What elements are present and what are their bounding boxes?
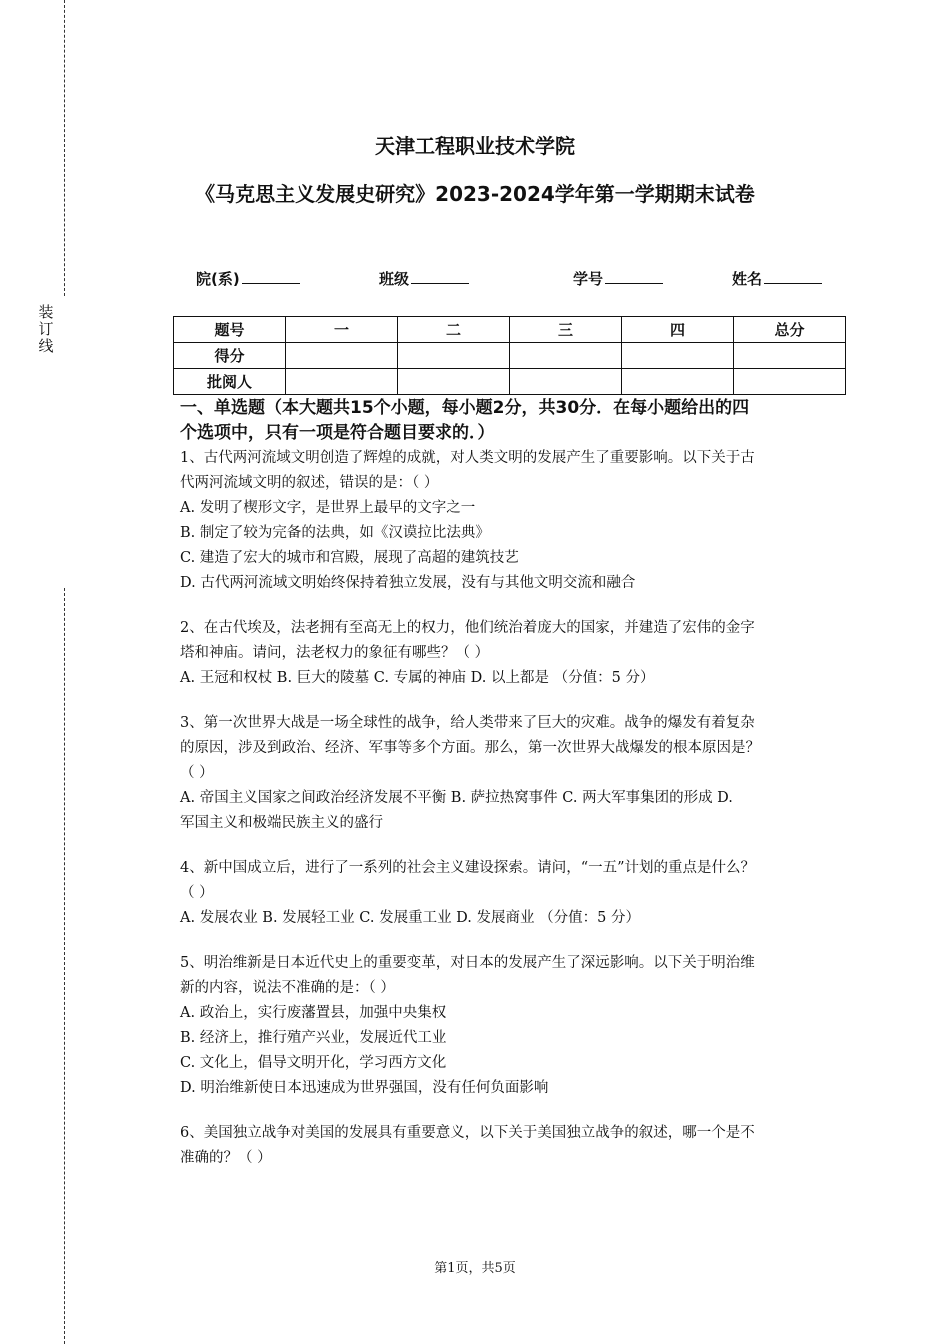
student-no-blank[interactable] [605, 268, 663, 284]
score-header-cell: 一 [286, 317, 398, 343]
dept-label: 院(系) [196, 270, 240, 288]
score-cell [398, 369, 510, 395]
option-a: A. 政治上，实行废藩置县，加强中央集权 [180, 1005, 447, 1021]
binding-char: 线 [38, 337, 54, 355]
score-cell [622, 343, 734, 369]
binding-label [36, 304, 56, 355]
exam-title: 《马克思主义发展史研究》2023-2024学年第一学期期末试卷 [195, 182, 755, 206]
score-header-cell: 总分 [734, 317, 846, 343]
questions-content [180, 446, 845, 1171]
score-cell [510, 343, 622, 369]
score-table-row [174, 369, 846, 395]
section-title-line: 个选项中，只有一项是符合题目要求的．） [180, 423, 495, 443]
option-a: A. 发明了楔形文字，是世界上最早的文字之一 [180, 500, 476, 516]
section-title-line: 一、单选题（本大题共15个小题，每小题2分，共30分．在每小题给出的四 [180, 398, 750, 418]
option-c: C. 文化上，倡导文明开化，学习西方文化 [180, 1055, 447, 1071]
option-d: D. 古代两河流域文明始终保持着独立发展，没有与其他文明交流和融合 [180, 575, 636, 591]
score-cell [286, 343, 398, 369]
score-cell [734, 343, 846, 369]
question-text: 2、在古代埃及，法老拥有至高无上的权力，他们统治着庞大的国家，并建造了宏伟的金字 [180, 620, 755, 636]
options-line: A. 王冠和权杖 B. 巨大的陵墓 C. 专属的神庙 D. 以上都是 （分值：5 分） [180, 670, 655, 686]
name-blank[interactable] [764, 268, 822, 284]
options-line: A. 帝国主义国家之间政治经济发展不平衡 B. 萨拉热窝事件 C. 两大军事集团的形成 D. [180, 790, 733, 806]
class-label: 班级 [379, 270, 410, 288]
score-cell [398, 343, 510, 369]
score-header-cell: 四 [622, 317, 734, 343]
score-cell [622, 369, 734, 395]
score-table [173, 316, 846, 395]
question-4 [180, 856, 845, 931]
options-line: 军国主义和极端民族主义的盛行 [180, 815, 383, 831]
question-text: 准确的？（ ） [180, 1150, 272, 1166]
section-header [180, 396, 840, 446]
name-label: 姓名 [732, 270, 763, 288]
class-blank[interactable] [411, 268, 469, 284]
dept-field [196, 268, 300, 289]
school-title: 天津工程职业技术学院 [375, 134, 575, 158]
score-header-cell: 二 [398, 317, 510, 343]
option-b: B. 经济上，推行殖产兴业，发展近代工业 [180, 1030, 447, 1046]
question-text: （ ） [180, 885, 214, 901]
question-text: 的原因，涉及到政治、经济、军事等多个方面。那么，第一次世界大战爆发的根本原因是？ [180, 740, 760, 756]
question-text: 新的内容，说法不准确的是：（ ） [180, 980, 395, 996]
question-text: 5、明治维新是日本近代史上的重要变革，对日本的发展产生了深远影响。以下关于明治维 [180, 955, 755, 971]
score-header-cell: 三 [510, 317, 622, 343]
question-2 [180, 616, 845, 691]
question-1 [180, 446, 845, 596]
dept-blank[interactable] [242, 268, 300, 284]
question-5 [180, 951, 845, 1101]
question-6 [180, 1121, 845, 1171]
score-header-cell: 题号 [174, 317, 286, 343]
question-text: （ ） [180, 765, 214, 781]
question-text: 3、第一次世界大战是一场全球性的战争，给人类带来了巨大的灾难。战争的爆发有着复杂 [180, 715, 755, 731]
score-row-label: 批阅人 [174, 369, 286, 395]
question-text: 1、古代两河流域文明创造了辉煌的成就，对人类文明的发展产生了重要影响。以下关于古 [180, 450, 755, 466]
option-c: C. 建造了宏大的城市和宫殿，展现了高超的建筑技艺 [180, 550, 519, 566]
question-3 [180, 711, 845, 836]
option-b: B. 制定了较为完备的法典，如《汉谟拉比法典》 [180, 525, 490, 541]
student-no-label: 学号 [573, 270, 604, 288]
score-cell [734, 369, 846, 395]
name-field [732, 268, 822, 289]
question-text: 6、美国独立战争对美国的发展具有重要意义，以下关于美国独立战争的叙述，哪一个是不 [180, 1125, 755, 1141]
binding-char: 订 [38, 320, 54, 338]
score-row-label: 得分 [174, 343, 286, 369]
page-footer: 第1页，共5页 [434, 1261, 516, 1276]
question-text: 塔和神庙。请问，法老权力的象征有哪些？（ ） [180, 645, 490, 661]
student-no-field [573, 268, 663, 289]
option-d: D. 明治维新使日本迅速成为世界强国，没有任何负面影响 [180, 1080, 549, 1096]
question-text: 代两河流域文明的叙述，错误的是：（ ） [180, 475, 439, 491]
score-cell [510, 369, 622, 395]
class-field [379, 268, 469, 289]
score-table-row [174, 343, 846, 369]
score-cell [286, 369, 398, 395]
score-table-header-row [174, 317, 846, 343]
options-line: A. 发展农业 B. 发展轻工业 C. 发展重工业 D. 发展商业 （分值：5 分） [180, 910, 640, 926]
binding-char: 装 [38, 303, 54, 321]
binding-line-bottom [64, 588, 65, 1344]
question-text: 4、新中国成立后，进行了一系列的社会主义建设探索。请问，“一五”计划的重点是什么？ [180, 860, 756, 876]
